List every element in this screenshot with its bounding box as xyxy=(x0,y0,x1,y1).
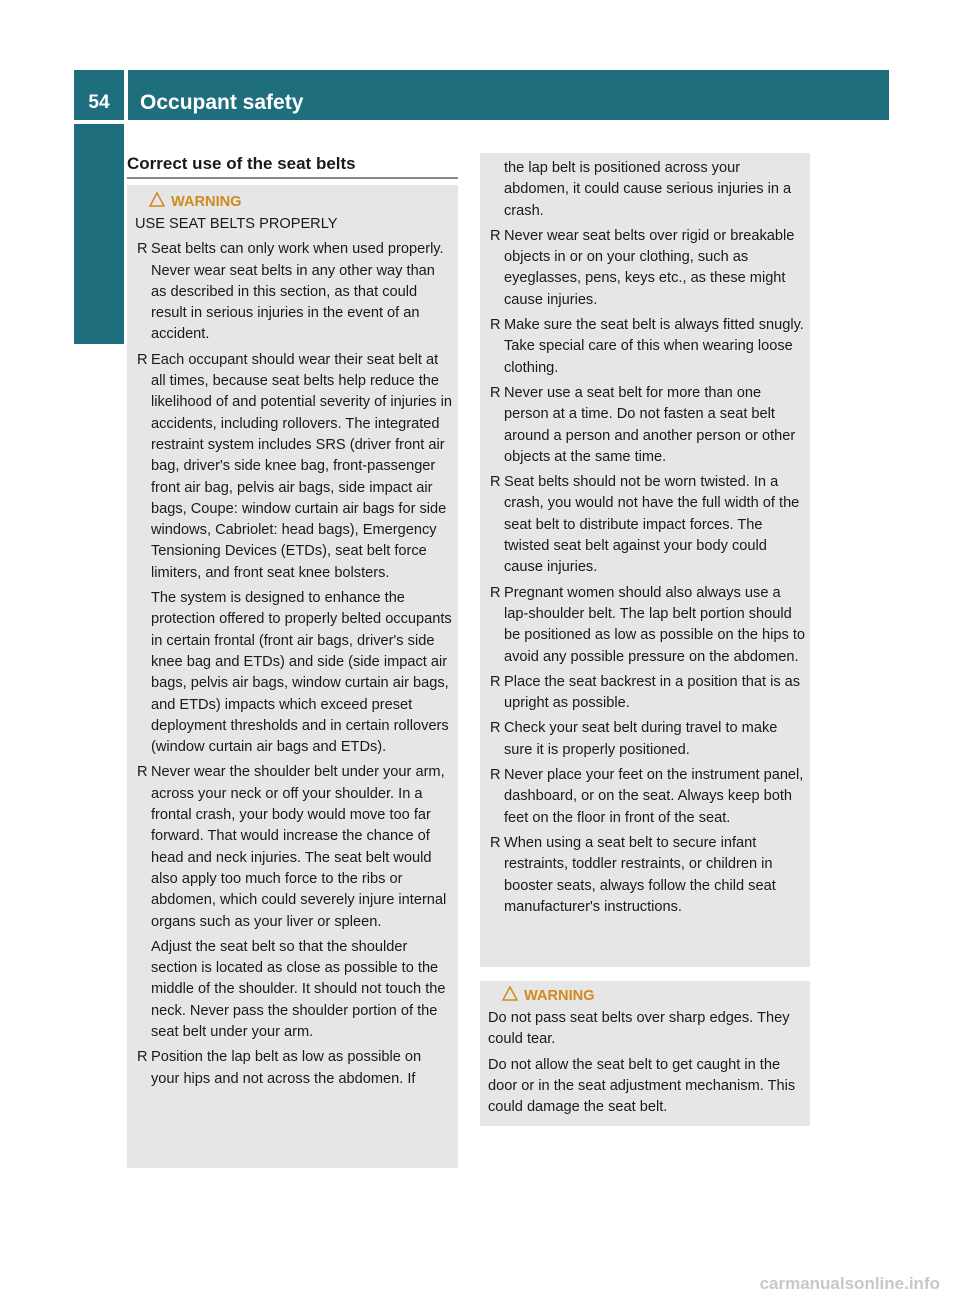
warning-triangle-icon xyxy=(149,192,165,214)
list-item: R Seat belts should not be worn twisted. In a crash, you would not have the full width of the seat belt to distribute impact forces. The twisted seat belt against your body could cause injuries. xyxy=(490,474,800,576)
warning-paragraph: Do not pass seat belts over sharp edges. They could tear. xyxy=(488,1010,790,1048)
warning-box-right xyxy=(480,153,810,967)
list-item: R Place the seat backrest in a position that is as upright as possible. xyxy=(490,673,801,712)
page-number: 54 xyxy=(88,92,110,113)
warning-paragraph: Do not allow the seat belt to get caught in the door or in the seat adjustment mechanism. This could damage the seat belt. xyxy=(488,1056,796,1116)
continuation-text: the lap belt is positioned across your abdomen, it could cause serious injuries in a crash. xyxy=(504,160,792,219)
list-item: R Check your seat belt during travel to make sure it is properly positioned. xyxy=(490,720,778,758)
warning-heading xyxy=(488,986,805,1008)
list-item: R Position the lap belt as low as possible on your hips and not across the abdomen. If xyxy=(137,1049,422,1087)
warning-intro: USE SEAT BELTS PROPERLY xyxy=(135,216,338,232)
warning-box-second xyxy=(480,981,810,1126)
side-tab-label: Safety xyxy=(76,259,98,320)
warning-heading-text: WARNING xyxy=(171,194,242,211)
list-item: R When using a seat belt to secure infant restraints, toddler restraints, or children in booster seats, always follow the child seat manufacturer's instructions. xyxy=(490,834,776,915)
list-item-note: Adjust the seat belt so that the shoulder section is located as close as possible to the middle of the shoulder. It should not touch the neck. Never pass the shoulder portion of the seat belt under your arm. xyxy=(151,938,446,1040)
list-item: R Never place your feet on the instrument panel, dashboard, or on the seat. Always keep both feet on the floor in front of the seat. xyxy=(490,767,804,826)
list-item: R Never use a seat belt for more than one person at a time. Do not fasten a seat belt around a person and another person or other objects at the same time. xyxy=(490,384,796,465)
warning-heading-text: WARNING xyxy=(524,988,595,1005)
warning-box-left xyxy=(127,185,458,1168)
header-separator xyxy=(124,70,128,120)
warning-list-continued xyxy=(488,226,805,918)
list-item: R Never wear the shoulder belt under your arm, across your neck or off your shoulder. In a frontal crash, your body would move too far forward. That would increase the chance of head and neck injuries. The seat belt would also apply too much force to the ribs or abdomen, which could severely injure internal organs such as your liver or spleen. xyxy=(137,764,447,930)
warning-heading xyxy=(135,192,453,214)
warning-triangle-icon xyxy=(502,986,518,1008)
list-item: R Never wear seat belts over rigid or breakable objects in or on your clothing, such as eyeglasses, pens, keys etc., as these might cause injuries. xyxy=(490,227,795,308)
chapter-title: Occupant safety xyxy=(140,91,304,114)
section-title: Correct use of the seat belts xyxy=(127,154,356,173)
list-item: R Pregnant women should also always use a lap-shoulder belt. The lap belt portion should be positioned as low as possible on the hips to avoid any possible pressure on the abdomen. xyxy=(490,584,805,665)
section-rule xyxy=(127,177,458,179)
list-item-note: The system is designed to enhance the protection offered to properly belted occupants in certain frontal (front air bags, driver's side knee bag and ETDs) and side (side impact air bags, pelvis air bags, window curtain air bags, and ETDs) impacts which exceed preset deployment thresholds and in certain rollovers (window curtain air bags and ETDs). xyxy=(151,590,452,756)
list-item: R Make sure the seat belt is always fitted snugly. Take special care of this when wearing loose clothing. xyxy=(490,317,804,376)
list-item: R Seat belts can only work when used properly. Never wear seat belts in any other way than as described in this section, as that could result in serious injuries in the event of an accident. xyxy=(137,241,444,343)
list-item: R Each occupant should wear their seat belt at all times, because seat belts help reduce the likelihood of and potential severity of injuries in accidents, including rollovers. The integrated restraint system includes SRS (driver front air bag, driver's side knee bag, front-passenger front air bag, pelvis air bags, side impact air bags, Coupe: window curtain air bags for side windows, Cabriolet: head bags), Emergency Tensioning Devices (ETDs), seat belt force limiters, and front seat knee bolsters. xyxy=(137,351,452,581)
warning-list xyxy=(135,239,453,584)
footer-watermark: carmanualsonline.info xyxy=(759,1274,940,1293)
